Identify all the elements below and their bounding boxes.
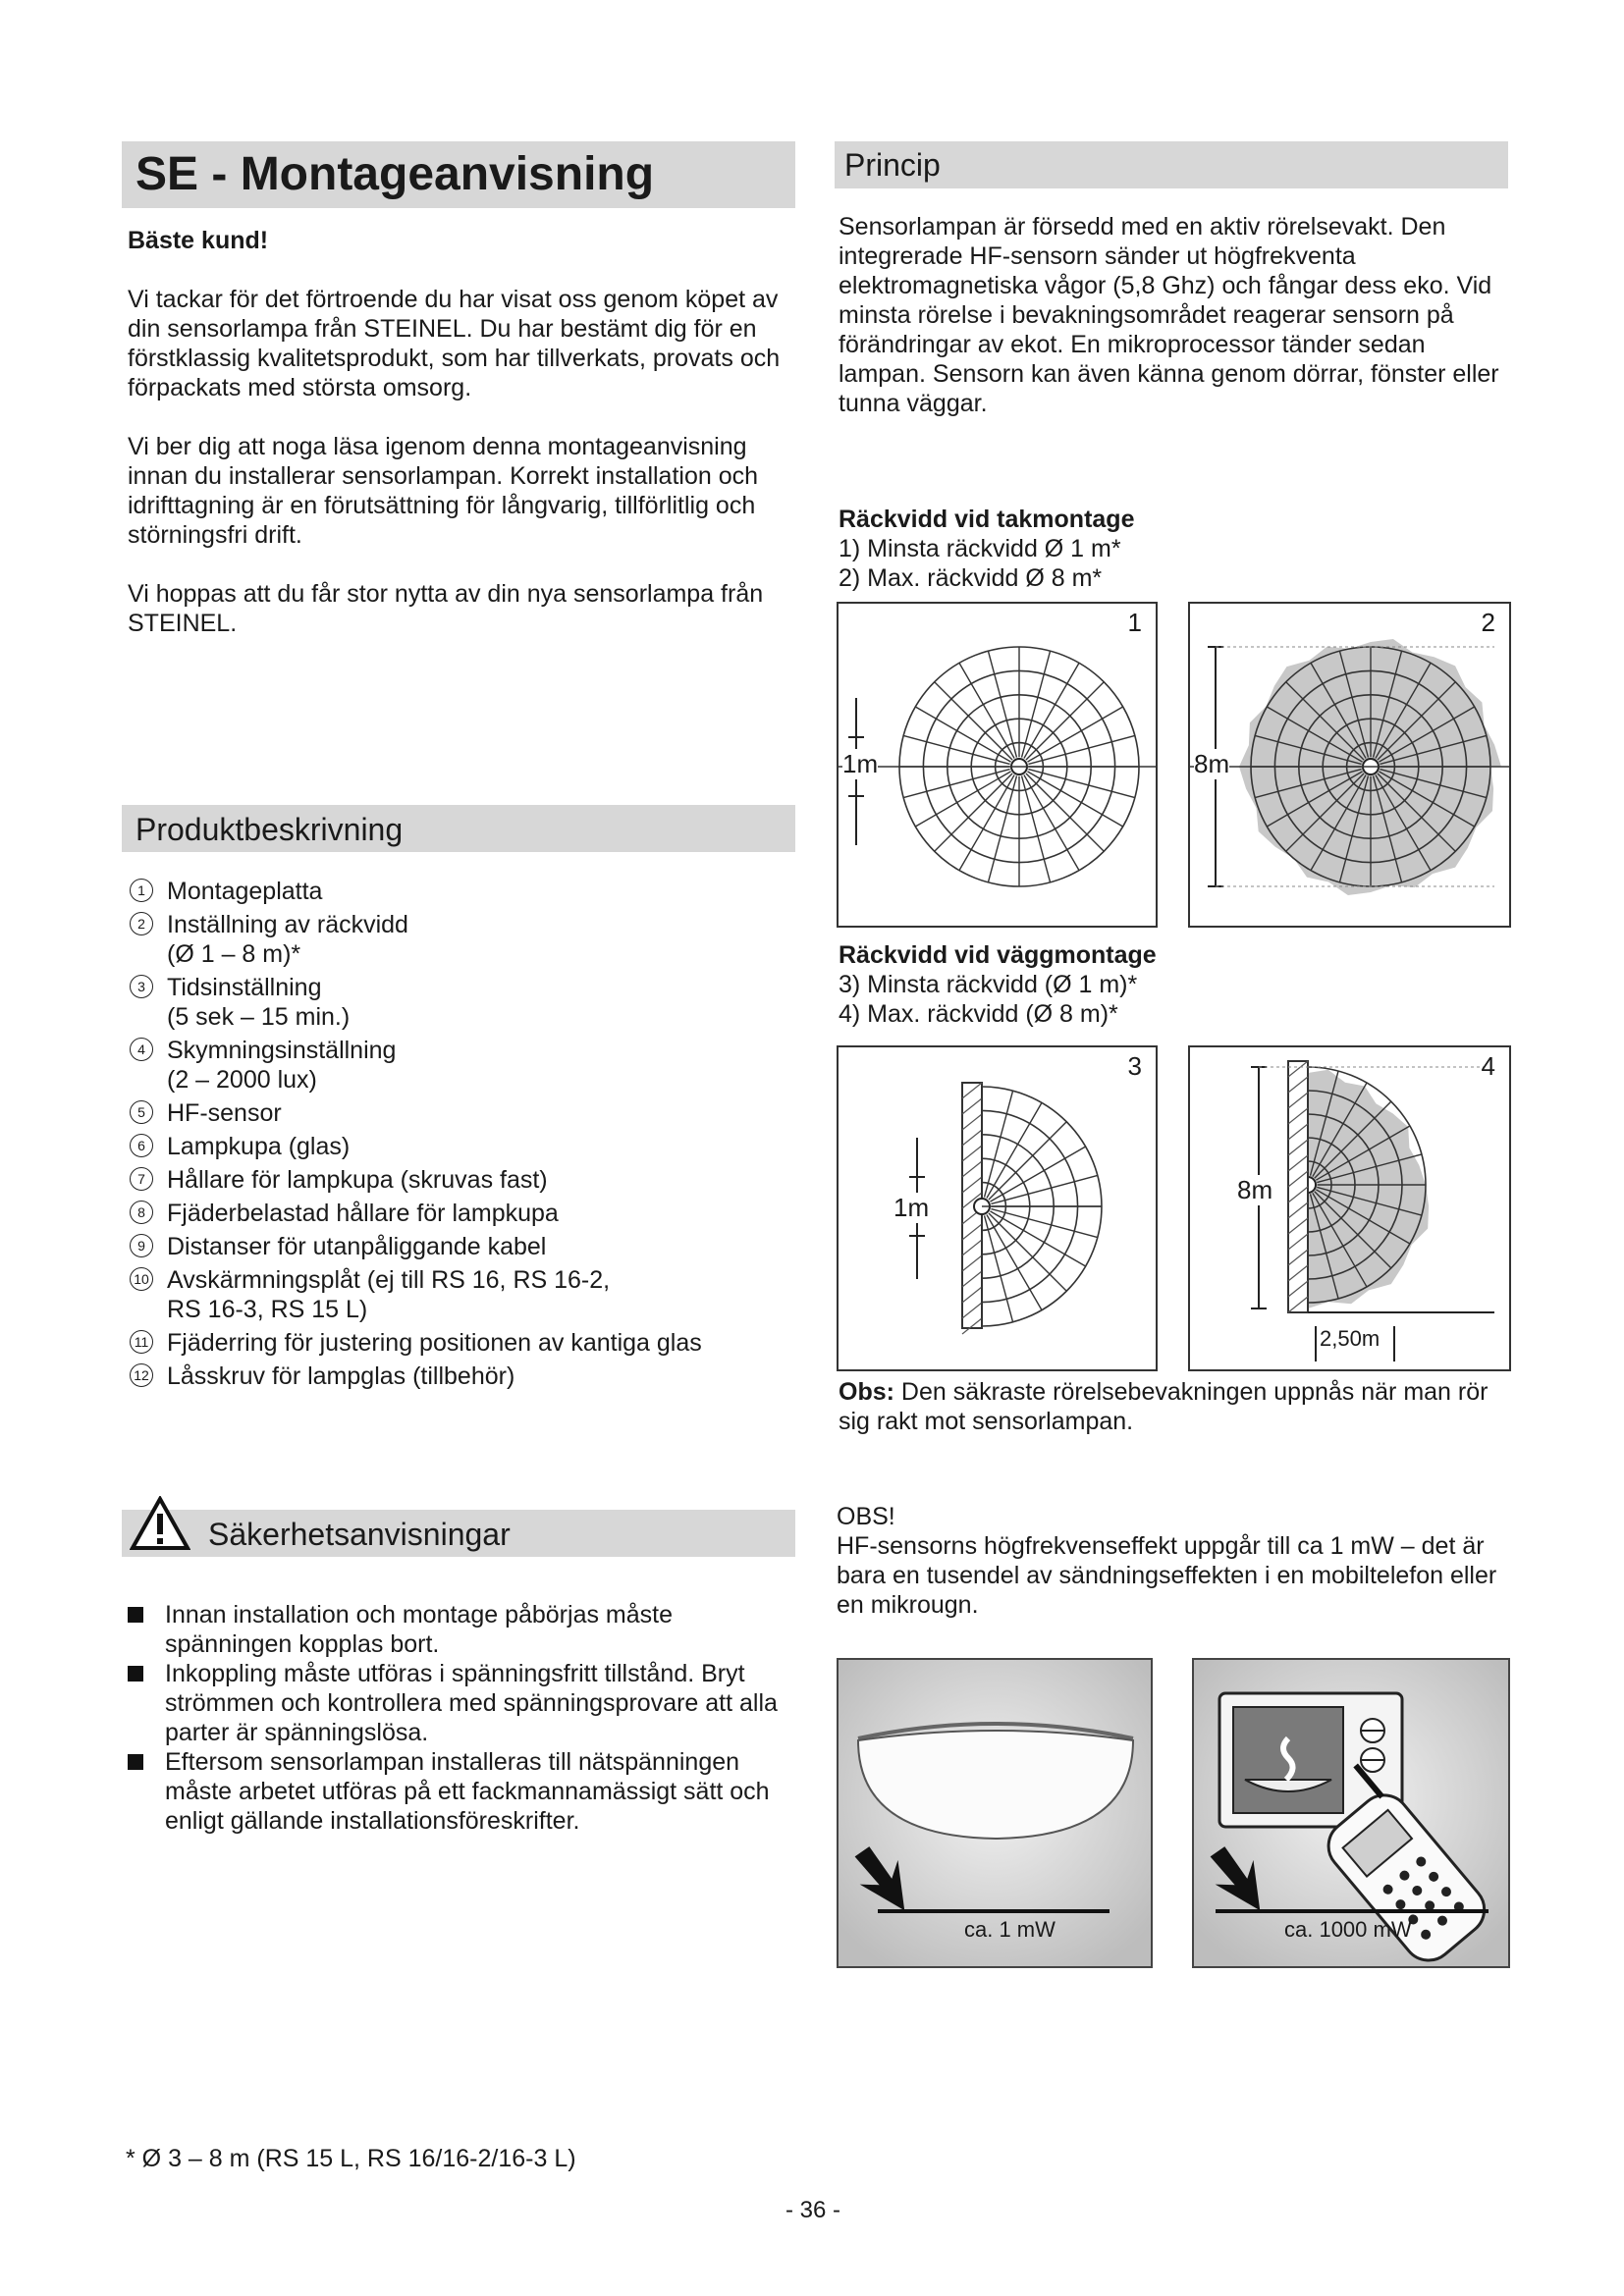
product-item bbox=[128, 877, 795, 906]
ceiling-max-range-diagram bbox=[1188, 602, 1511, 928]
product-item bbox=[128, 1328, 795, 1358]
title-bar bbox=[122, 141, 795, 208]
radial-line bbox=[1028, 735, 1134, 764]
lamp-caption: ca. 1 mW bbox=[964, 1917, 1056, 1942]
product-item-subtext: (5 sek – 15 min.) bbox=[167, 1003, 351, 1031]
range-label: 8m bbox=[1237, 1175, 1273, 1204]
footnote: * Ø 3 – 8 m (RS 15 L, RS 16/16-2/16-3 L) bbox=[126, 2145, 576, 2172]
number-circle-icon: 8 bbox=[130, 1201, 153, 1224]
number-circle-icon: 5 bbox=[130, 1100, 153, 1124]
number-circle-icon: 9 bbox=[130, 1234, 153, 1257]
product-item-text: Avskärmningsplåt (ej till RS 16, RS 16-2, bbox=[167, 1266, 611, 1294]
ceiling-min-range-diagram bbox=[837, 602, 1158, 928]
number-circle-icon: 3 bbox=[130, 975, 153, 998]
principle-heading-bar bbox=[835, 141, 1508, 188]
number-circle-icon: 10 bbox=[130, 1267, 153, 1291]
number-circle-icon: 11 bbox=[130, 1330, 153, 1354]
bullet-square-icon bbox=[128, 1754, 143, 1770]
safety-list bbox=[126, 1600, 797, 1836]
radial-line bbox=[903, 770, 1009, 798]
safety-item: Inkoppling måste utföras i spänningsfritt tillstånd. Bryt strömmen och kontrollera med spänningsprovare att alla parter är spänningslösa. bbox=[126, 1659, 797, 1747]
product-item-text: Fjäderring för justering positionen av kantiga glas bbox=[167, 1329, 702, 1357]
warning-icon bbox=[130, 1496, 190, 1551]
safety-heading: Säkerhetsanvisningar bbox=[208, 1517, 511, 1552]
diagram-number: 2 bbox=[1481, 608, 1495, 637]
product-list bbox=[128, 877, 795, 1395]
product-item bbox=[128, 1199, 795, 1228]
wall-range-text bbox=[839, 940, 1508, 1029]
diagram-number: 4 bbox=[1481, 1051, 1495, 1081]
radial-line bbox=[985, 1215, 1013, 1321]
product-item bbox=[128, 973, 795, 1032]
product-item bbox=[128, 1098, 795, 1128]
product-item-subtext: RS 16-3, RS 15 L) bbox=[167, 1296, 368, 1323]
product-item bbox=[128, 1165, 795, 1195]
detection-grid bbox=[1300, 1067, 1429, 1308]
wall-max-range-svg bbox=[1190, 1047, 1509, 1369]
wall-range-line-1: 3) Minsta räckvidd (Ø 1 m)* bbox=[839, 971, 1138, 998]
product-item-text: Montageplatta bbox=[167, 878, 323, 905]
safety-item: Innan installation och montage påbörjas måste spänningen kopplas bort. bbox=[126, 1600, 797, 1659]
obs-note-label: Obs: bbox=[839, 1378, 894, 1406]
radial-line bbox=[935, 774, 1012, 851]
radial-line bbox=[1022, 775, 1051, 881]
wall-range-heading: Räckvidd vid väggmontage bbox=[839, 941, 1157, 969]
bullet-square-icon bbox=[128, 1666, 143, 1682]
radial-line bbox=[1022, 651, 1051, 757]
product-item-text: Fjäderbelastad hållare för lampkupa bbox=[167, 1200, 559, 1227]
radial-line bbox=[1028, 770, 1134, 798]
ceiling-max-range-svg bbox=[1190, 604, 1509, 926]
greeting: Bäste kund! bbox=[128, 227, 269, 254]
radial-line bbox=[991, 1209, 1097, 1238]
product-item-text: Distanser för utanpåliggande kabel bbox=[167, 1233, 547, 1260]
ceiling-range-line-2: 2) Max. räckvidd Ø 8 m* bbox=[839, 564, 1103, 592]
wall-max-range-diagram bbox=[1188, 1045, 1511, 1371]
microwave-phone-illustration bbox=[1192, 1658, 1510, 1968]
product-item-text: Inställning av räckvidd bbox=[167, 911, 408, 938]
diagram-number: 1 bbox=[1127, 608, 1142, 637]
product-item-text: Tidsinställning bbox=[167, 974, 322, 1001]
ceiling-range-line-1: 1) Minsta räckvidd Ø 1 m* bbox=[839, 535, 1121, 562]
detection-area bbox=[1308, 1067, 1429, 1308]
product-item bbox=[128, 910, 795, 969]
lamp-illustration bbox=[837, 1658, 1153, 1968]
radial-line bbox=[988, 775, 1016, 881]
bullet-square-icon bbox=[128, 1607, 143, 1623]
safety-heading-bar bbox=[122, 1510, 795, 1557]
radial-line bbox=[989, 1122, 1066, 1200]
obs-section bbox=[837, 1502, 1508, 1620]
number-circle-icon: 7 bbox=[130, 1167, 153, 1191]
wall-min-range-svg bbox=[839, 1047, 1156, 1369]
range-label: 1m bbox=[842, 749, 879, 778]
product-item-subtext: (2 – 2000 lux) bbox=[167, 1066, 317, 1094]
product-heading-bar bbox=[122, 805, 795, 852]
radial-line bbox=[935, 682, 1012, 760]
number-circle-icon: 6 bbox=[130, 1134, 153, 1157]
phone-caption: ca. 1000 mW bbox=[1284, 1917, 1412, 1942]
product-item bbox=[128, 1362, 795, 1391]
number-circle-icon: 2 bbox=[130, 912, 153, 935]
range-label: 1m bbox=[893, 1193, 930, 1222]
product-item bbox=[128, 1132, 795, 1161]
radial-line bbox=[903, 735, 1009, 764]
product-item bbox=[128, 1232, 795, 1261]
radial-line bbox=[1026, 774, 1104, 851]
obs-note-text: Den säkraste rörelsebevakningen uppnås när man rör sig rakt mot sensorlampan. bbox=[839, 1378, 1489, 1435]
radial-line bbox=[985, 1091, 1013, 1197]
product-heading: Produktbeskrivning bbox=[135, 812, 404, 847]
height-label: 2,50m bbox=[1320, 1326, 1380, 1351]
obs-note bbox=[839, 1377, 1508, 1436]
wall-min-range-diagram bbox=[837, 1045, 1158, 1371]
diagram-number: 3 bbox=[1127, 1051, 1142, 1081]
page-number: - 36 - bbox=[785, 2197, 841, 2223]
ceiling-range-text bbox=[839, 505, 1508, 593]
number-circle-icon: 12 bbox=[130, 1363, 153, 1387]
safety-item: Eftersom sensorlampan installeras till nätspänningen måste arbetet utföras på ett fackmannamässigt sätt och enligt gällande installationsföreskrifter. bbox=[126, 1747, 797, 1836]
radial-line bbox=[989, 1213, 1066, 1291]
intro-paragraph-3: Vi hoppas att du får stor nytta av din nya sensorlampa från STEINEL. bbox=[128, 580, 764, 637]
product-item-subtext: (Ø 1 – 8 m)* bbox=[167, 940, 301, 968]
range-label: 8m bbox=[1194, 749, 1230, 778]
product-item-text: Låsskruv för lampglas (tillbehör) bbox=[167, 1362, 515, 1390]
product-item bbox=[128, 1036, 795, 1095]
wall bbox=[1288, 1061, 1308, 1312]
obs-text: HF-sensorns högfrekvenseffekt uppgår till ca 1 mW – det är bara en tusendel av sändningseffekten i en mobiltelefon eller en mikrougn. bbox=[837, 1532, 1497, 1619]
product-item bbox=[128, 1265, 795, 1324]
page-title: SE - Montageanvisning bbox=[135, 148, 655, 200]
intro bbox=[128, 226, 795, 667]
radial-line bbox=[1026, 682, 1104, 760]
wall-range-line-2: 4) Max. räckvidd (Ø 8 m)* bbox=[839, 1000, 1118, 1028]
product-item-text: Skymningsinställning bbox=[167, 1037, 397, 1064]
intro-paragraph-2: Vi ber dig att noga läsa igenom denna montageanvisning innan du installerar sensorlampan. Korrekt installation och idrifttagning är en förutsättning för långvarig, tillförlitlig och störningsfri drift. bbox=[128, 433, 759, 549]
principle-heading: Princip bbox=[844, 147, 941, 183]
product-item-text: Lampkupa (glas) bbox=[167, 1133, 351, 1160]
product-item-text: Hållare för lampkupa (skruvas fast) bbox=[167, 1166, 548, 1194]
principle-text: Sensorlampan är försedd med en aktiv rörelsevakt. Den integrerade HF-sensorn sänder ut högfrekventa elektromagnetiska vågor (5,8 Ghz) och fångar dess eko. Vid minsta rörelse i bevakningsområdet reagerar sensorn på förändringar av ekot. En mikroprocessor tänder sedan lampan. Sensorn kan även känna genom dörrar, fönster eller tunna väggar. bbox=[839, 213, 1499, 417]
ceiling-min-range-svg bbox=[839, 604, 1156, 926]
intro-paragraph-1: Vi tackar för det förtroende du har visat oss genom köpet av din sensorlampa från STEINEL. Du har bestämt dig för en förstklassig kvalitetsprodukt, som har tillverkats, provats och förpackats med största omsorg. bbox=[128, 286, 781, 401]
number-circle-icon: 1 bbox=[130, 879, 153, 902]
radial-line bbox=[988, 651, 1016, 757]
number-circle-icon: 4 bbox=[130, 1038, 153, 1061]
radial-line bbox=[991, 1175, 1097, 1203]
product-item-text: HF-sensor bbox=[167, 1099, 282, 1127]
ceiling-range-heading: Räckvidd vid takmontage bbox=[839, 506, 1135, 533]
obs-heading: OBS! bbox=[837, 1503, 895, 1530]
